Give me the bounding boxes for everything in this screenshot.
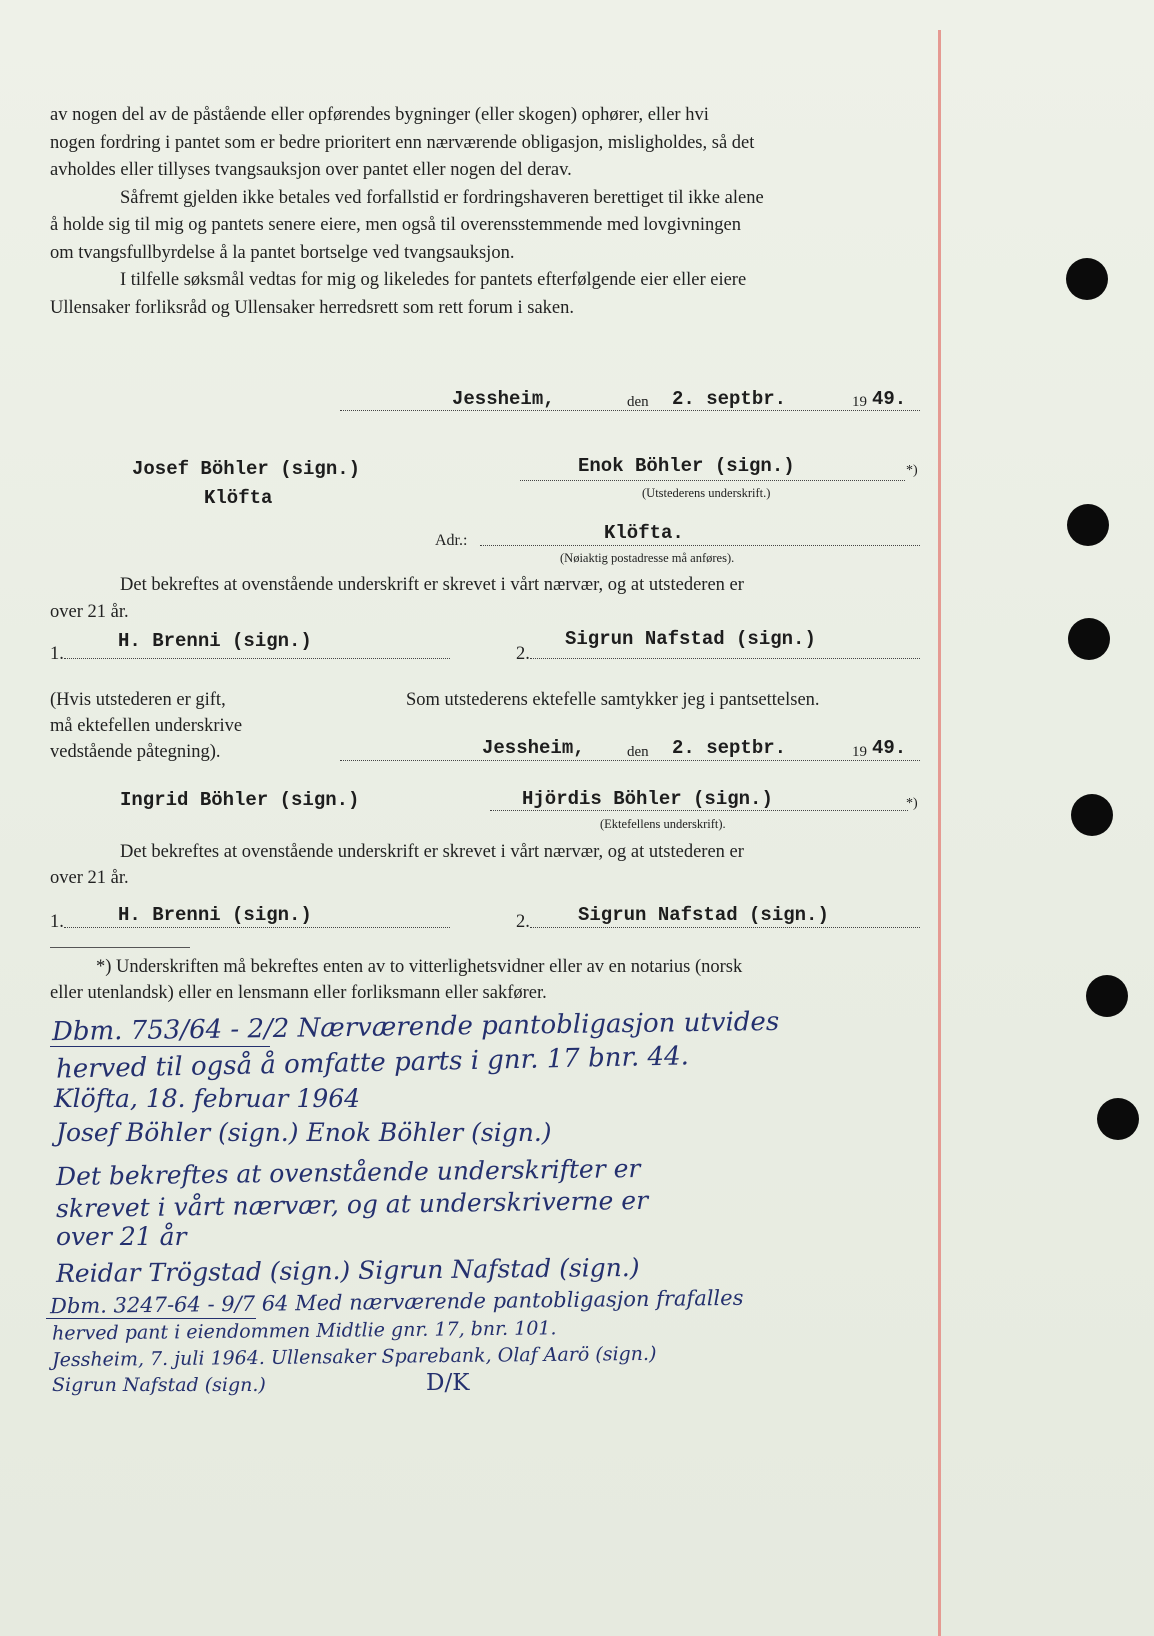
binder-hole-2 — [1067, 504, 1109, 546]
date1-den: den — [627, 394, 649, 410]
handwriting-line-8: Reidar Trögstad (sign.) Sigrun Nafstad (sign.) — [55, 1252, 640, 1289]
binder-hole-4 — [1071, 794, 1113, 836]
spouse-caption: (Ektefellens underskrift). — [600, 817, 726, 831]
handwriting-underline-1 — [50, 1046, 270, 1047]
spouse-note-line-3: vedstående påtegning). — [50, 742, 221, 762]
handwriting-line-12: Sigrun Nafstad (sign.) — [52, 1374, 266, 1396]
paragraph-2-line-1: Såfremt gjelden ikke betales ved forfallstid er fordringshaveren berettiget til ikke alene — [120, 187, 764, 208]
spouse-note-line-2: må ektefellen underskrive — [50, 716, 243, 736]
confirm1-witness-2: Sigrun Nafstad (sign.) — [565, 628, 816, 650]
confirm2-witness-1: H. Brenni (sign.) — [118, 904, 312, 926]
handwriting-line-7: over 21 år — [56, 1222, 187, 1251]
handwriting-line-9: Dbm. 3247-64 - 9/7 64 Med nærværende pantobligasjon frafalles — [49, 1285, 744, 1319]
issuer-dotted-line — [520, 480, 905, 481]
margin-line — [938, 30, 941, 1636]
paragraph-3-line-1: I tilfelle søksmål vedtas for mig og likeledes for pantets efterfølgende eier eller eiere — [120, 270, 747, 290]
confirm1-number-2: 2. — [516, 644, 530, 664]
confirm2-line-2: over 21 år. — [50, 868, 129, 888]
address-label: Adr.: — [435, 532, 468, 549]
issuer-caption: (Utstederens underskrift.) — [642, 486, 771, 500]
date1-date: 2. septbr. — [672, 388, 787, 410]
binder-hole-6 — [1097, 1098, 1139, 1140]
witness-left-place: Klöfta — [204, 487, 273, 509]
handwriting-line-4: Josef Böhler (sign.) Enok Böhler (sign.) — [56, 1118, 552, 1147]
issuer-star: *) — [906, 463, 918, 478]
confirm2-witness2-line — [530, 927, 920, 928]
spouse-left-name: Ingrid Böhler (sign.) — [120, 789, 360, 811]
date2-year: 49. — [872, 737, 907, 759]
confirm2-number-1: 1. — [50, 912, 64, 932]
spouse-dotted-line — [490, 810, 908, 811]
confirm1-line-2: over 21 år. — [50, 602, 129, 622]
date1-year: 49. — [872, 388, 907, 410]
date2-date: 2. septbr. — [672, 737, 787, 759]
spouse-signature: Hjördis Böhler (sign.) — [522, 788, 773, 810]
date1-year-prefix: 19 — [852, 394, 867, 410]
paragraph-1-line-1: av nogen del av de påstående eller opførendes bygninger (eller skogen) ophører, eller hvi — [50, 105, 709, 125]
issuer-signature: Enok Böhler (sign.) — [578, 455, 795, 477]
spouse-star: *) — [906, 796, 918, 811]
confirm2-line-1: Det bekreftes at ovenstående underskrift er skrevet i vårt nærvær, og at utstederen er — [120, 842, 744, 862]
footnote-line-1: *) Underskriften må bekreftes enten av to vitterlighetsvidner eller av en notarius (norsk — [96, 957, 743, 977]
confirm1-number-1: 1. — [50, 644, 64, 664]
date1-place: Jessheim, — [452, 388, 555, 410]
spouse-note-line-1: (Hvis utstederen er gift, — [50, 690, 226, 710]
date2-den: den — [627, 744, 649, 760]
paragraph-3-line-2: Ullensaker forliksråd og Ullensaker herredsrett som rett forum i saken. — [50, 297, 574, 318]
handwriting-line-13: D/K — [426, 1370, 470, 1396]
confirm2-witness-2: Sigrun Nafstad (sign.) — [578, 904, 829, 926]
handwriting-line-3: Klöfta, 18. februar 1964 — [54, 1084, 361, 1113]
confirm2-witness1-line — [64, 927, 450, 928]
paragraph-2-line-3: om tvangsfullbyrdelse å la pantet bortselge ved tvangsauksjon. — [50, 242, 515, 263]
paragraph-1-line-2: nogen fordring i pantet som er bedre prioritert enn nærværende obligasjon, misligholdes, så det — [50, 132, 755, 153]
confirm2-number-2: 2. — [516, 912, 530, 932]
confirm1-line-1: Det bekreftes at ovenstående underskrift er skrevet i vårt nærvær, og at utstederen er — [120, 575, 744, 595]
address-dotted-line — [480, 545, 920, 546]
confirm1-witness2-line — [530, 658, 920, 659]
address-value: Klöfta. — [604, 522, 684, 544]
binder-hole-3 — [1068, 618, 1110, 660]
footnote-rule — [50, 947, 190, 948]
address-caption: (Nøiaktig postadresse må anføres). — [560, 551, 735, 565]
handwriting-underline-2 — [46, 1318, 256, 1319]
confirm1-witness1-line — [64, 658, 450, 659]
paragraph-2-line-2: å holde sig til mig og pantets senere eiere, men også til overensstemmende med lovgivningen — [50, 215, 742, 235]
witness-left-name: Josef Böhler (sign.) — [132, 458, 361, 480]
handwriting-line-5: Det bekreftes at ovenstående underskrifter er — [55, 1153, 641, 1192]
handwriting-line-2: herved til også å omfatte parts i gnr. 17 bnr. 44. — [55, 1041, 690, 1085]
handwriting-line-1: Dbm. 753/64 - 2/2 Nærværende pantobligasjon utvides — [51, 1006, 780, 1048]
date2-year-prefix: 19 — [852, 744, 867, 760]
binder-hole-1 — [1066, 258, 1108, 300]
date2-place: Jessheim, — [482, 737, 585, 759]
spouse-consent-text: Som utstederens ektefelle samtykker jeg i pantsettelsen. — [406, 690, 820, 710]
confirm1-witness-1: H. Brenni (sign.) — [118, 630, 312, 652]
handwriting-line-11: Jessheim, 7. juli 1964. Ullensaker Sparebank, Olaf Aarö (sign.) — [51, 1342, 657, 1372]
binder-hole-5 — [1086, 975, 1128, 1017]
handwriting-line-10: herved pant i eiendommen Midtlie gnr. 17, bnr. 101. — [51, 1317, 557, 1345]
paragraph-1-line-3: avholdes eller tillyses tvangsauksjon over pantet eller nogen del derav. — [50, 160, 572, 180]
footnote-line-2: eller utenlandsk) eller en lensmann eller forliksmann eller sakfører. — [50, 983, 547, 1003]
handwriting-line-6: skrevet i vårt nærvær, og at underskriverne er — [55, 1185, 649, 1224]
paragraph-1 — [50, 102, 920, 322]
